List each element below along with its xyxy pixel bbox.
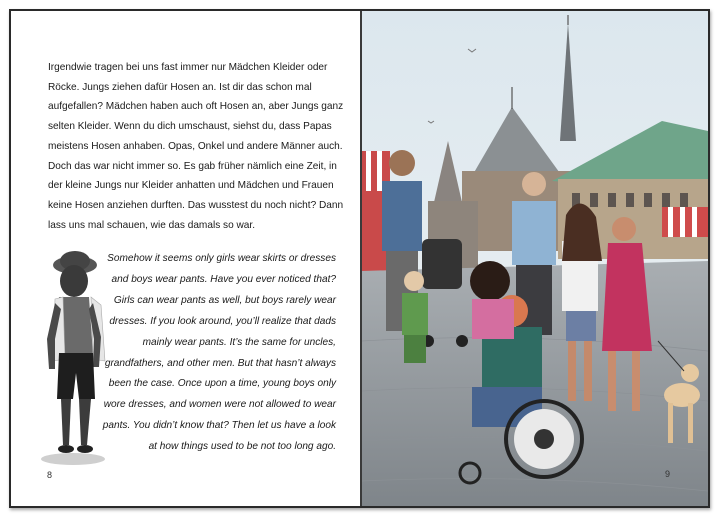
- page-number-right: 9: [665, 469, 671, 479]
- book-spread: [9, 9, 710, 508]
- page-number-left: 8: [47, 470, 53, 480]
- english-paragraph: Somehow it seems only girls wear skirts or dresses and boys wear pants. Have you ever noticed that? Girls can wear pants as well, but boys rarely wear dresses. If you look around, you’ll realize that dads mainly wear pants. It’s the same for uncles, grandfathers, and other men. But that hasn’t always been the case. Once upon a time, young boys only wore dresses, and women were not allowed to wear pants. You didn’t know that? Then let us have a look at how things used to be not too long ago.: [102, 253, 336, 453]
- right-page: [362, 11, 708, 506]
- left-page: [11, 11, 360, 506]
- street-scene-illustration: [362, 11, 708, 506]
- boy-illustration: [31, 249, 111, 469]
- german-paragraph: Irgendwie tragen bei uns fast immer nur Mädchen Kleider oder Röcke. Jungs ziehen dafür Hosen an. Ist dir das schon mal aufgefallen? Mädchen haben auch oft Hosen an, aber Jungs ganz selten Kleider. Wenn du dich umschaust, siehst du, dass Papas meistens Hosen anhaben. Opas, Onkel und andere Männer auch. Doch das war nicht immer so. Es gab früher nämlich eine Zeit, in der kleine Jungs nur Kleider anhatten und Mädchen und Frauen keine Hosen anziehen durften. Das wusstest du noch nicht? Dann lass uns mal schauen, wie das damals so war.: [48, 62, 344, 231]
